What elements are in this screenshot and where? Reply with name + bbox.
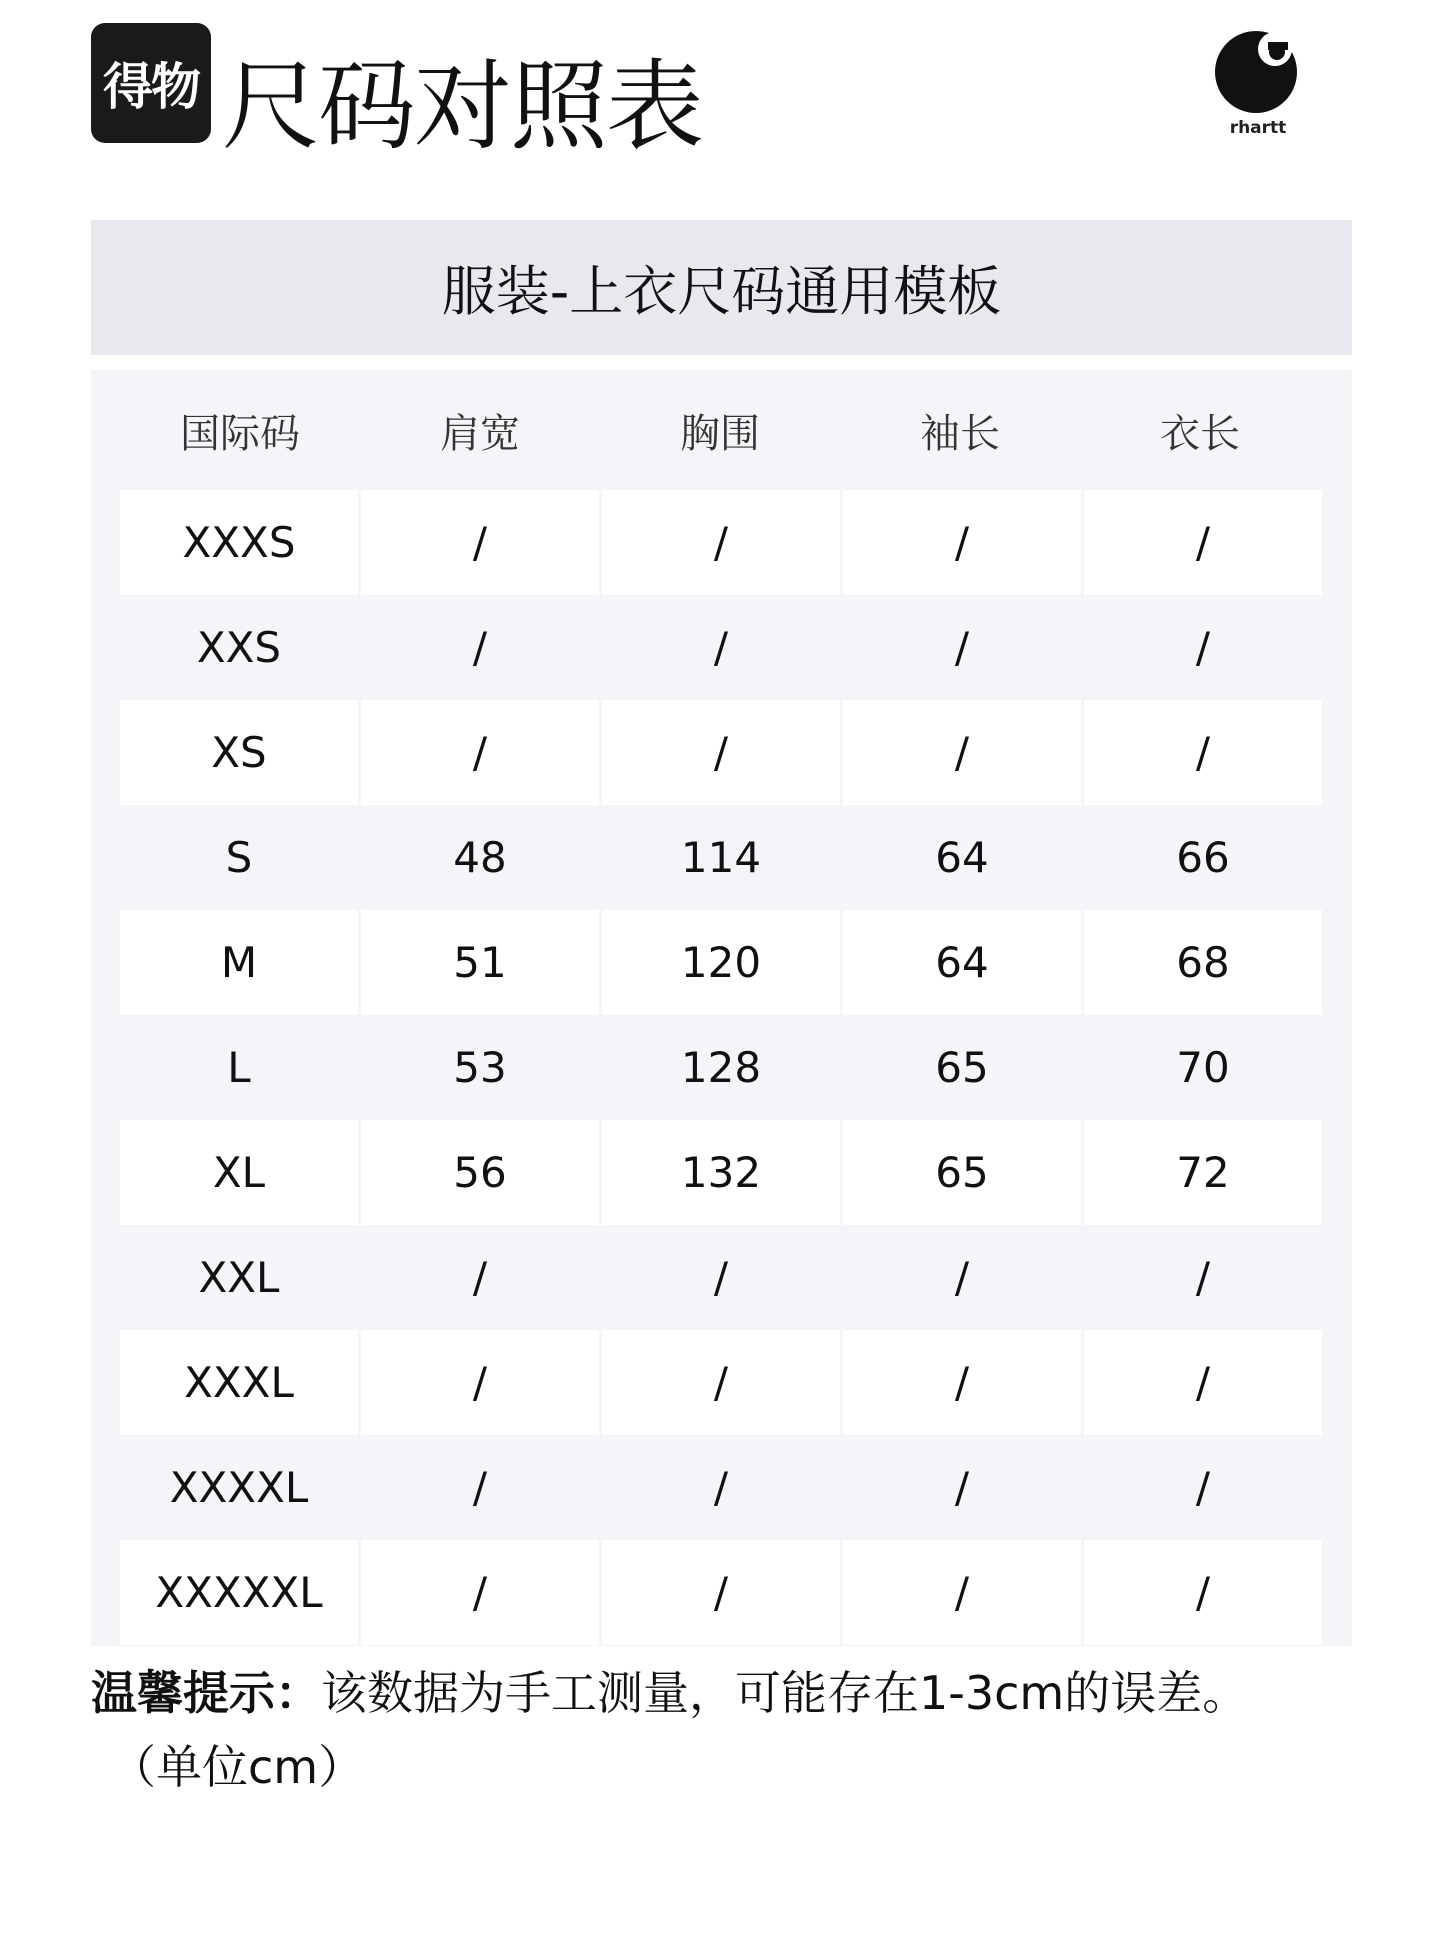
table-cell: / (713, 1253, 729, 1302)
table-row (120, 1225, 1322, 1330)
table-cell: / (954, 623, 970, 672)
table-row (120, 1015, 1322, 1120)
table-cell: 53 (453, 1043, 507, 1092)
table-cell: / (361, 490, 599, 595)
table-cell: / (843, 490, 1081, 595)
brand-logo-text: rhartt (1229, 118, 1287, 138)
column-header-chest: 胸围 (680, 410, 760, 457)
table-cell: / (843, 700, 1081, 805)
table-cell: 120 (602, 910, 840, 1015)
table-cell: / (361, 1540, 599, 1645)
table-row (120, 1330, 1322, 1435)
table-header-row (120, 370, 1321, 490)
size-table (91, 370, 1352, 1646)
table-cell: XXXXXL (120, 1540, 358, 1645)
table-cell: 51 (361, 910, 599, 1015)
unit-note: （单位cm） (110, 1740, 365, 1794)
table-cell: 64 (843, 910, 1081, 1015)
table-body (120, 490, 1322, 1645)
table-cell: 132 (602, 1120, 840, 1225)
table-cell: L (227, 1043, 251, 1092)
table-row (120, 805, 1322, 910)
table-row (120, 1540, 1322, 1645)
column-header-size: 国际码 (180, 410, 300, 457)
table-cell: / (713, 623, 729, 672)
table-cell: / (1195, 623, 1211, 672)
table-cell: / (843, 1540, 1081, 1645)
table-cell: / (472, 1463, 488, 1512)
table-row (120, 1120, 1322, 1225)
table-cell: M (120, 910, 358, 1015)
table-cell: / (472, 1253, 488, 1302)
page-title: 尺码对照表 (222, 50, 703, 164)
table-cell: 68 (1084, 910, 1322, 1015)
note-text: 该数据为手工测量，可能存在1-3cm的误差。 (321, 1666, 1249, 1720)
table-cell: 66 (1176, 833, 1230, 882)
table-row (120, 910, 1322, 1015)
table-cell: / (361, 700, 599, 805)
table-cell: / (1084, 1330, 1322, 1435)
table-cell: XS (120, 700, 358, 805)
table-cell: / (843, 1330, 1081, 1435)
table-cell: 56 (361, 1120, 599, 1225)
table-cell: 64 (935, 833, 989, 882)
table-row (120, 595, 1322, 700)
table-cell: / (602, 700, 840, 805)
table-cell: / (1084, 700, 1322, 805)
column-header-shoulder: 肩宽 (440, 410, 520, 457)
table-row (120, 700, 1322, 805)
table-cell: 72 (1084, 1120, 1322, 1225)
table-cell: S (225, 833, 253, 882)
table-cell: 65 (843, 1120, 1081, 1225)
table-cell: / (361, 1330, 599, 1435)
table-cell: / (954, 1463, 970, 1512)
table-cell: 114 (680, 833, 762, 882)
table-cell: XXXS (120, 490, 358, 595)
table-cell: / (1195, 1463, 1211, 1512)
column-header-sleeve: 袖长 (920, 410, 1000, 457)
table-cell: XL (120, 1120, 358, 1225)
template-title: 服装-上衣尺码通用模板 (91, 220, 1352, 355)
table-cell: XXXL (120, 1330, 358, 1435)
table-cell: 65 (935, 1043, 989, 1092)
table-cell: / (602, 1330, 840, 1435)
brand-badge (91, 23, 211, 143)
table-cell: 70 (1176, 1043, 1230, 1092)
measurement-note (91, 1662, 1248, 1724)
table-row (120, 1435, 1322, 1540)
table-cell: / (602, 1540, 840, 1645)
table-cell: / (713, 1463, 729, 1512)
table-cell: / (1195, 1253, 1211, 1302)
table-cell: 48 (453, 833, 507, 882)
table-cell: XXL (198, 1253, 280, 1302)
table-cell: / (472, 623, 488, 672)
table-row (120, 490, 1322, 595)
brand-badge-text: 得物 (103, 58, 199, 116)
table-cell: / (1084, 1540, 1322, 1645)
table-cell: XXXXL (169, 1463, 309, 1512)
table-cell: / (602, 490, 840, 595)
table-cell: / (954, 1253, 970, 1302)
table-cell: / (1084, 490, 1322, 595)
table-cell: 128 (680, 1043, 762, 1092)
note-label: 温馨提示： (91, 1666, 321, 1720)
column-header-length: 衣长 (1160, 410, 1240, 457)
table-cell: XXS (196, 623, 282, 672)
